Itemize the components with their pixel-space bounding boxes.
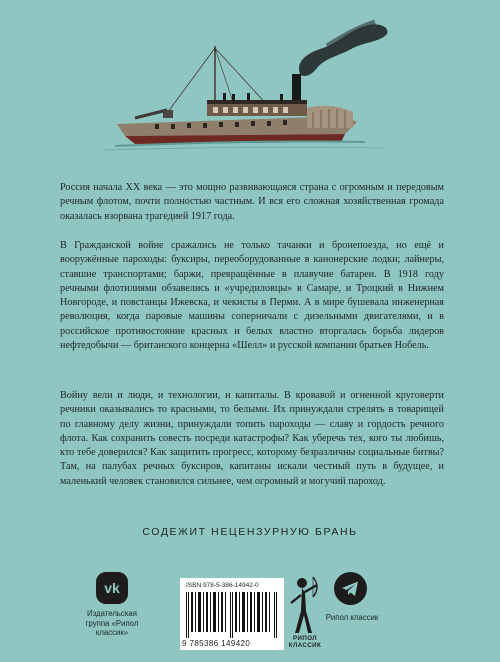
barcode [180, 578, 284, 650]
telegram-caption: Рипол классик [325, 613, 379, 622]
barcode-digits: 9 785386 149420 [182, 639, 251, 648]
barcode-bars [186, 592, 278, 638]
vk-icon[interactable]: vk [96, 572, 128, 604]
vk-caption: Издательская группа «Рипол классик» [85, 609, 139, 638]
content-warning: СОДЕЖИТ НЕЦЕНЗУРНУЮ БРАНЬ [142, 526, 358, 538]
paragraph-people: Войну вели и люди, и технологии, и капиталы. В кровавой и огненной круговерти речники оказывались то красными, то белыми. Их принуждали стрелять в товарищей по главному делу жизни, принуждали топить пароходы — славу и гордость речного флота. Как сохранить совесть посреди катастрофы? Как уберечь тех, кого ты любишь, кто тебе доверился? Как защитить прогресс, которому безразличны социальные битвы? Там, на палубах речных буксиров, капитаны искали честный путь в будущее, и маленький человек становился сильнее, чем огромный и могучий пароход. [60, 390, 444, 487]
telegram-icon[interactable] [334, 572, 367, 605]
paragraph-intro: Россия начала XX века — это мощно развивающаяся страна с огромным и передовым речным флотом, почти полностью частным. И вся его сложная хозяйственная громада оказалась взорвана трагедией 1917 года. [60, 182, 444, 222]
isbn-label: ISBN 978-5-386-14942-0 [186, 582, 259, 589]
publisher-caption: РИПОЛ КЛАССИК [288, 635, 322, 650]
paragraph-civil-war: В Гражданской войне сражались не только тачанки и бронепоезда, но ещё и вооружённые пароходы: буксиры, переоборудованные в канонерские лодки; лайнеры, ставшие транспортами; баржи, превращённые в плавучие батареи. В 1918 году речными флотилиями обзавелись и «учредиловцы» в Самаре, и Троцкий в Нижнем Новгороде, и повстанцы Ижевска, и чекисты в Перми. А в мире бушевала инженерная революция, когда паровые машины соперничали с дизельными двигателями, и в российское противостояние красных и белых властно вторгалась борьба лидеров нефтедобычи — британского концерна «Шелл» и русской компании братьев Нобель. [60, 240, 444, 352]
steamboat-illustration [95, 12, 395, 162]
